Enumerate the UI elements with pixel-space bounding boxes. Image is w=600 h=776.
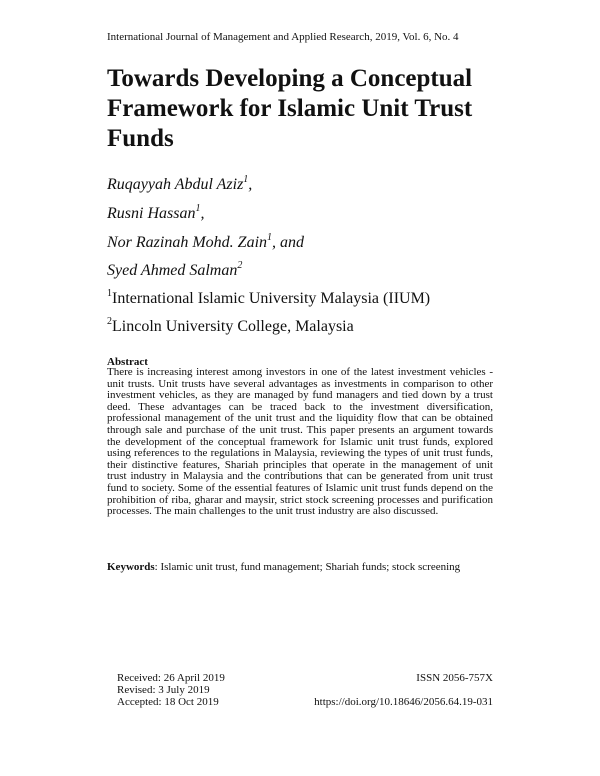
doi-link[interactable]: https://doi.org/10.18646/2056.64.19-031 [314, 696, 493, 708]
title-line: Towards Developing a Conceptual [107, 65, 473, 92]
affiliation-sup: 1 [107, 288, 112, 299]
affiliation-text: International Islamic University Malaysia (IIUM) [112, 290, 431, 307]
title-line: Funds [107, 125, 174, 152]
author-4 [107, 262, 242, 280]
author-name: Ruqayyah Abdul Aziz [107, 176, 244, 193]
affiliation-sup: 2 [107, 316, 112, 327]
author-1 [107, 176, 252, 194]
journal-header: International Journal of Management and Applied Research, 2019, Vol. 6, No. 4 [107, 31, 459, 43]
author-sup: 1 [195, 203, 201, 214]
keywords-label: Keywords [107, 561, 155, 573]
author-2 [107, 205, 204, 223]
affiliation-1 [107, 290, 430, 308]
paper-title [107, 64, 507, 154]
abstract-heading: Abstract [107, 356, 148, 368]
author-suffix: , and [272, 234, 305, 251]
issn: ISSN 2056-757X [416, 672, 493, 684]
affiliation-text: Lincoln University College, Malaysia [112, 318, 354, 335]
author-name: Nor Razinah Mohd. Zain [107, 234, 268, 251]
author-sup: 1 [267, 232, 273, 243]
keywords-text: : Islamic unit trust, fund management; Shariah funds; stock screening [154, 561, 461, 573]
author-name: Syed Ahmed Salman [107, 262, 238, 279]
author-suffix: , [200, 205, 205, 222]
author-3 [107, 234, 304, 252]
author-suffix: , [248, 176, 253, 193]
author-sup: 2 [237, 260, 243, 271]
title-line: Framework for Islamic Unit Trust [107, 95, 473, 122]
author-sup: 1 [243, 174, 249, 185]
abstract-text: There is increasing interest among investors in one of the latest investment vehicles - unit trusts. Unit trusts have several advantages as investments in comparison to other investment vehicles, as they are managed by fund managers and tied down by a trust deed. These advantages can be traced back to the investment diversification, professional management of the unit trust and the liquidity flow that can be obtained through sale and purchase of the unit trust. This paper presents an argument towards the development of the conceptual framework for Islamic unit trust funds, explored using references to the regulations in Malaysia, reviewing the types of unit trust funds, their distinctive features, Shariah principles that operate in the management of unit trust industry in Malaysia and the contributions that can be generated from unit trust fund to society. Some of the essential features of Islamic unit trust funds depend on the prohibition of riba, gharar and maysir, strict stock screening processes and purification processes. The main challenges to the unit trust industry are also discussed. [107, 366, 493, 518]
author-name: Rusni Hassan [107, 205, 196, 222]
keywords [107, 561, 507, 573]
received-date: Received: 26 April 2019 [117, 672, 225, 684]
accepted-date: Accepted: 18 Oct 2019 [117, 696, 219, 708]
revised-date: Revised: 3 July 2019 [117, 684, 210, 696]
affiliation-2 [107, 318, 354, 336]
